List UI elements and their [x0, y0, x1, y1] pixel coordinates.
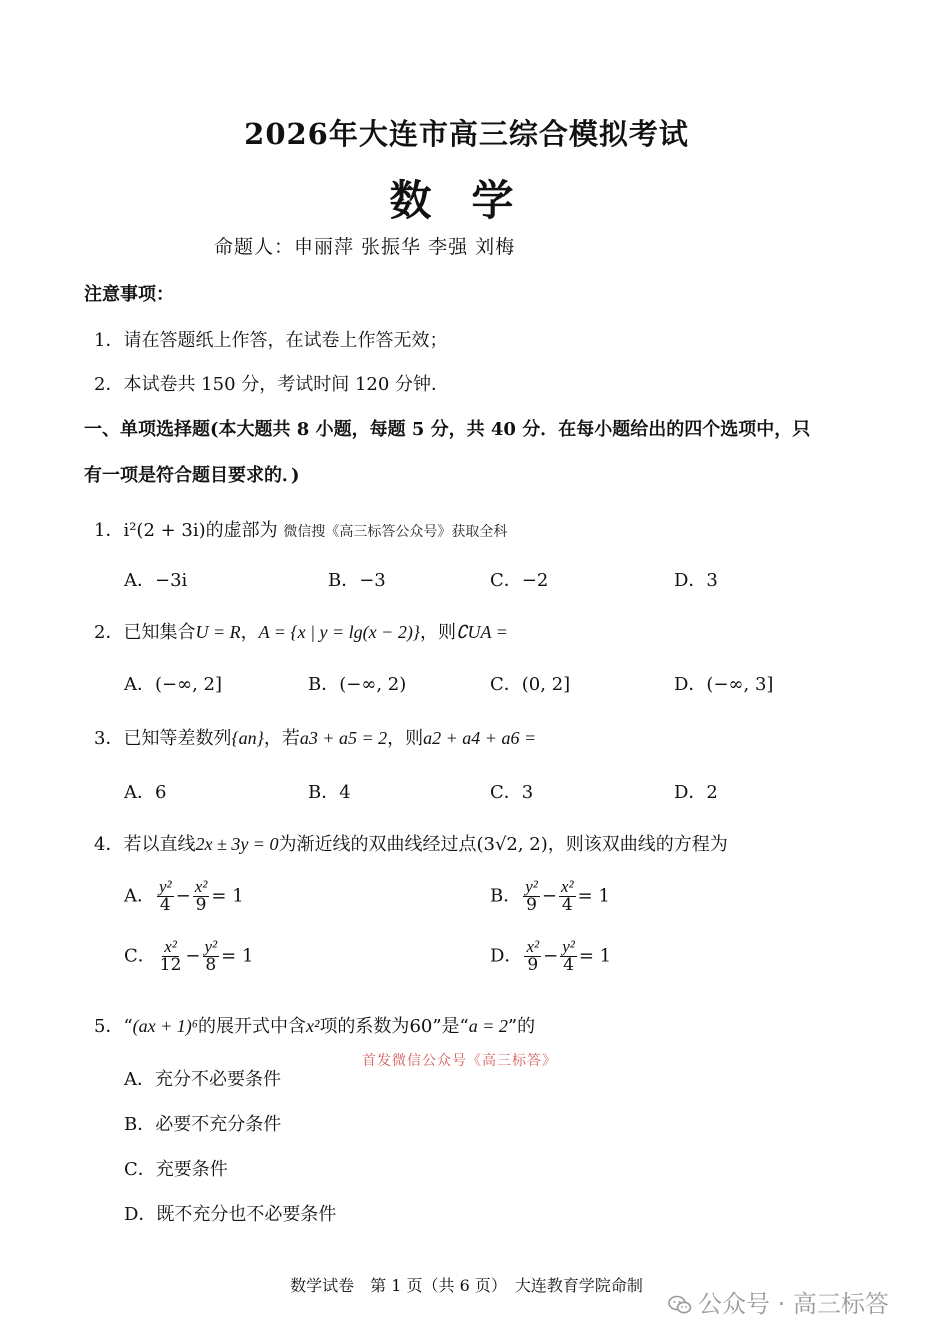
q3-text-c: ，则 — [387, 728, 424, 749]
q4-c-rhs: = 1 — [221, 945, 254, 967]
q2-expression-b: A = {x | y = lg(x − 2)} — [258, 622, 421, 642]
bottom-watermark — [668, 1284, 889, 1319]
q2-option-b: B．(−∞, 2) — [308, 674, 407, 695]
q2-expression-c: ∁UA = — [456, 622, 508, 642]
q2-option-d: D．(−∞, 3] — [674, 674, 774, 695]
q5-text-d: ”是“ — [432, 1016, 469, 1037]
q1-text: 的虚部为 — [205, 520, 278, 541]
q3-option-d: D．2 — [674, 782, 718, 803]
section-heading-line2: 有一项是符合题目要求的．) — [84, 465, 300, 486]
authors-line: 命题人：申丽萍 张振华 李强 刘梅 — [214, 236, 516, 258]
q3-option-b: B．4 — [308, 782, 351, 803]
bottom-watermark-text: 公众号 · 高三标答 — [698, 1290, 889, 1318]
q3-text-b: ，若 — [263, 728, 300, 749]
q3-text-a: 已知等差数列 — [123, 728, 232, 749]
q4-option-b-label: B． — [490, 885, 522, 907]
notice-item-1: 1．请在答题纸上作答，在试卷上作答无效； — [94, 330, 448, 351]
q4-option-c-label: C． — [124, 945, 156, 967]
q2-expression-a: U = R — [195, 622, 241, 642]
q4-b-denominator-2: 4 — [561, 894, 573, 915]
notice-item-2: 2．本试卷共 150 分，考试时间 120 分钟． — [94, 374, 450, 395]
q5-text-c: 项的系数为 — [319, 1016, 410, 1037]
q5-expression-a: (ax + 1)⁶ — [132, 1016, 199, 1036]
q4-b-numerator-1: y² — [525, 877, 538, 896]
q5-text-a: “ — [123, 1016, 133, 1037]
q3-option-c: C．3 — [490, 782, 534, 803]
q2-text-a: 已知集合 — [123, 622, 196, 643]
q4-c-denominator-2: 8 — [205, 954, 217, 975]
page-footer: 数学试卷 第 1 页（共 6 页） 大连教育学院命制 — [290, 1276, 643, 1295]
q5-option-a: A．充分不必要条件 — [124, 1069, 281, 1090]
q4-d-denominator-1: 9 — [527, 954, 539, 975]
q5-text-b: 的展开式中含 — [198, 1016, 307, 1037]
q4-b-rhs: = 1 — [577, 885, 610, 907]
q1-option-c: C．−2 — [490, 570, 549, 591]
q5-option-c: C．充要条件 — [124, 1159, 228, 1180]
question-1 — [94, 516, 507, 542]
q3-expression-a: {an} — [231, 728, 264, 748]
q4-a-denominator-2: 9 — [195, 894, 207, 915]
q5-expression-c: 60 — [409, 1016, 433, 1037]
q1-watermark: 微信搜《高三标答公众号》获取全科 — [283, 524, 508, 540]
q4-expression-a: 2x ± 3y = 0 — [195, 834, 279, 854]
q1-option-a: A．−3i — [124, 570, 188, 591]
q3-expression-b: a3 + a5 = 2 — [299, 728, 388, 748]
q2-option-a: A．(−∞, 2] — [124, 674, 223, 695]
section-heading-line1: 一、单项选择题(本大题共 8 小题，每题 5 分，共 40 分．在每小题给出的四个选项中，只 — [84, 419, 811, 440]
q3-expression-c: a2 + a4 + a6 = — [423, 728, 537, 748]
red-watermark: 首发微信公众号《高三标答》 — [362, 1053, 557, 1069]
q4-c-numerator-1: x² — [164, 937, 177, 956]
subject-title: 数学 — [389, 176, 554, 225]
q4-text-b: 为渐近线的双曲线经过点 — [278, 834, 477, 855]
q4-expression-b: (3√2, 2) — [476, 834, 548, 855]
q4-d-numerator-1: x² — [526, 937, 540, 956]
notice-heading: 注意事项： — [84, 284, 174, 305]
q2-separator: ， — [240, 622, 259, 643]
q3-option-a: A．6 — [124, 782, 167, 803]
q5-option-d: D．既不充分也不必要条件 — [124, 1204, 337, 1225]
q4-option-d-label: D． — [490, 945, 523, 967]
q4-d-numerator-2: y² — [562, 937, 575, 956]
q4-a-rhs: = 1 — [211, 885, 244, 907]
question-4 — [94, 830, 728, 856]
q4-option-b: B． $\frac{\text{y²}}{9}$ − $\frac{\text{x²}}{4}$ = 1 — [490, 877, 610, 915]
q5-expression-d: a = 2 — [468, 1016, 508, 1036]
q4-option-c: C． $\frac{\text{x²}}{12}$ − $\frac{\text{y²}}{8}$ = 1 — [124, 937, 254, 975]
q4-b-numerator-2: x² — [560, 877, 574, 896]
q4-number: 4． — [94, 834, 124, 855]
q4-c-numerator-2: y² — [204, 937, 218, 956]
q4-text-a: 若以直线 — [123, 834, 196, 855]
q2-number: 2． — [94, 622, 124, 643]
q4-a-numerator-2: x² — [194, 877, 208, 896]
q1-option-d: D．3 — [674, 570, 718, 591]
q4-b-denominator-1: 9 — [526, 894, 537, 915]
q4-a-denominator-1: 4 — [159, 894, 171, 915]
q4-a-numerator-1: y² — [159, 877, 172, 896]
q1-option-b: B．−3 — [328, 570, 386, 591]
q1-number: 1． — [94, 520, 124, 541]
wechat-icon — [668, 1295, 692, 1315]
q4-option-d: D． $\frac{\text{x²}}{9}$ − $\frac{\text{y²}}{4}$ = 1 — [490, 937, 612, 975]
q5-text-e: ”的 — [507, 1016, 536, 1037]
q4-option-a-label: A． — [124, 885, 155, 907]
question-3 — [94, 724, 536, 750]
q4-c-denominator-1: 12 — [159, 954, 182, 975]
q5-number: 5． — [94, 1016, 124, 1037]
q4-option-a: A． $\frac{\text{y²}}{4}$ − $\frac{\text{x²}}{9}$ = 1 — [124, 877, 244, 915]
q5-expression-b: x² — [306, 1016, 320, 1036]
q2-text-b: ，则 — [420, 622, 457, 643]
q5-option-b: B．必要不充分条件 — [124, 1114, 282, 1135]
q3-number: 3． — [94, 728, 124, 749]
q1-expression: i²(2 + 3i) — [123, 520, 206, 541]
exam-title: 2026年大连市高三综合模拟考试 — [244, 117, 689, 151]
question-5 — [94, 1012, 535, 1038]
q4-d-rhs: = 1 — [578, 945, 612, 967]
q4-d-denominator-2: 4 — [563, 954, 574, 975]
q2-option-c: C．(0, 2] — [490, 674, 571, 695]
q4-text-c: ，则该双曲线的方程为 — [547, 834, 728, 855]
question-2 — [94, 618, 508, 644]
